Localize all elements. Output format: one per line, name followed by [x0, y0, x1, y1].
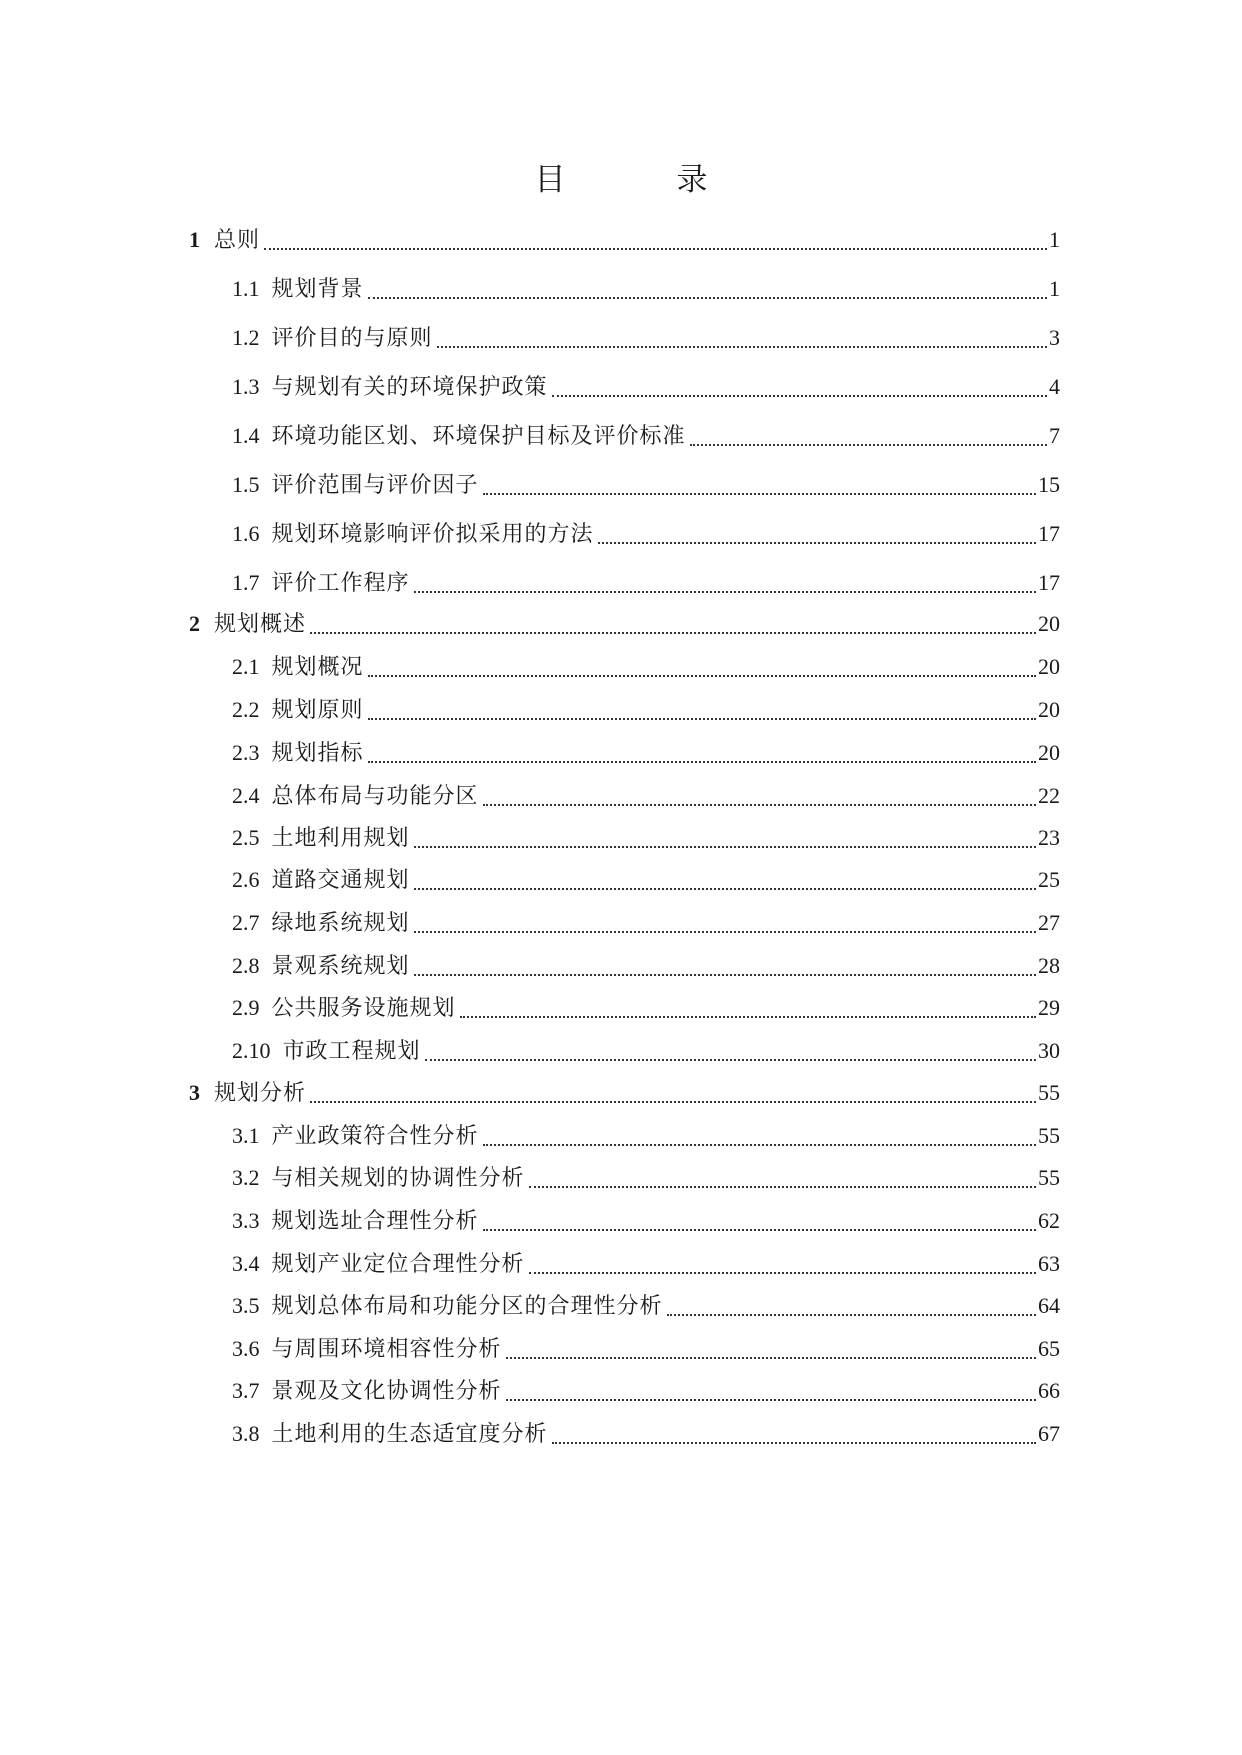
toc-entry-title: 与周围环境相容性分析	[271, 1337, 502, 1362]
toc-entry-page: 20	[1038, 740, 1060, 765]
toc-entry-section[interactable]	[232, 1121, 1060, 1152]
toc-dot-leader	[690, 443, 1047, 446]
toc-entry-title: 规划原则	[271, 698, 364, 723]
toc-dot-leader	[414, 887, 1036, 890]
toc-entry-number: 3.6	[232, 1336, 260, 1361]
toc-entry-section[interactable]	[232, 1206, 1060, 1237]
toc-dot-leader	[506, 1398, 1036, 1401]
toc-entry-page: 55	[1038, 1165, 1060, 1190]
toc-dot-leader	[598, 541, 1036, 544]
toc-dot-leader	[437, 345, 1047, 348]
toc-entry-title: 规划概述	[214, 612, 307, 637]
toc-entry-page: 20	[1038, 697, 1060, 722]
toc-entry-number: 3.8	[232, 1421, 260, 1446]
toc-dot-leader	[368, 717, 1036, 720]
toc-entry-title: 土地利用的生态适宜度分析	[271, 1422, 548, 1447]
toc-entry-number: 1.2	[232, 325, 260, 350]
toc-entry-number: 1.3	[232, 374, 260, 399]
toc-entry-section[interactable]	[232, 421, 1060, 452]
toc-entry-section[interactable]	[232, 323, 1060, 354]
toc-entry-page: 29	[1038, 995, 1060, 1020]
toc-dot-leader	[368, 674, 1036, 677]
toc-entry-chapter[interactable]	[189, 609, 1060, 640]
toc-entry-number: 3.7	[232, 1378, 260, 1403]
toc-entry-page: 1	[1049, 276, 1060, 301]
toc-entry-page: 64	[1038, 1293, 1060, 1318]
toc-entry-number: 3.3	[232, 1208, 260, 1233]
toc-entry-section[interactable]	[232, 519, 1060, 550]
toc-entry-title: 规划产业定位合理性分析	[271, 1252, 525, 1277]
toc-entry-title: 与规划有关的环境保护政策	[271, 375, 548, 400]
toc-dot-leader	[414, 973, 1036, 976]
toc-entry-section[interactable]	[232, 695, 1060, 726]
toc-entry-section[interactable]	[232, 1163, 1060, 1194]
toc-entry-number: 1.5	[232, 472, 260, 497]
toc-dot-leader	[483, 1143, 1036, 1146]
toc-dot-leader	[425, 1058, 1036, 1061]
toc-entry-number: 2.10	[232, 1038, 271, 1063]
toc-dot-leader	[483, 1228, 1036, 1231]
toc-dot-leader	[552, 1441, 1036, 1444]
toc-entry-number: 2.2	[232, 697, 260, 722]
toc-entry-title: 景观及文化协调性分析	[271, 1379, 502, 1404]
toc-entry-page: 63	[1038, 1251, 1060, 1276]
toc-entry-chapter[interactable]	[189, 1078, 1060, 1109]
toc-entry-title: 市政工程规划	[282, 1039, 421, 1064]
toc-entry-number: 2.1	[232, 654, 260, 679]
toc-entry-title: 规划总体布局和功能分区的合理性分析	[271, 1294, 663, 1319]
toc-entry-section[interactable]	[232, 568, 1060, 599]
toc-entry-page: 20	[1038, 654, 1060, 679]
toc-dot-leader	[483, 492, 1036, 495]
toc-entry-title: 道路交通规划	[271, 868, 410, 893]
toc-entry-title: 规划概况	[271, 655, 364, 680]
toc-entry-number: 2.8	[232, 953, 260, 978]
toc-entry-number: 3.1	[232, 1123, 260, 1148]
toc-entry-section[interactable]	[232, 1291, 1060, 1322]
toc-entry-number: 2	[189, 611, 200, 636]
toc-entry-section[interactable]	[232, 908, 1060, 939]
toc-entry-section[interactable]	[232, 1419, 1060, 1450]
toc-entry-number: 3.5	[232, 1293, 260, 1318]
toc-entry-page: 20	[1038, 611, 1060, 636]
toc-entry-page: 17	[1038, 570, 1060, 595]
toc-dot-leader	[460, 1015, 1036, 1018]
toc-dot-leader	[368, 296, 1047, 299]
toc-entry-page: 22	[1038, 783, 1060, 808]
toc-entry-number: 1	[189, 227, 200, 252]
toc-dot-leader	[310, 631, 1036, 634]
toc-entry-page: 4	[1049, 374, 1060, 399]
toc-dot-leader	[667, 1313, 1036, 1316]
toc-entry-page: 27	[1038, 910, 1060, 935]
toc-entry-title: 产业政策符合性分析	[271, 1124, 479, 1149]
toc-entry-title: 规划指标	[271, 741, 364, 766]
toc-entry-section[interactable]	[232, 1376, 1060, 1407]
toc-entry-section[interactable]	[232, 1249, 1060, 1280]
toc-entry-section[interactable]	[232, 1334, 1060, 1365]
toc-entry-title: 公共服务设施规划	[271, 996, 456, 1021]
toc-entry-page: 3	[1049, 325, 1060, 350]
toc-entry-section[interactable]	[232, 865, 1060, 896]
toc-entry-title: 规划分析	[214, 1081, 307, 1106]
toc-entry-page: 17	[1038, 521, 1060, 546]
toc-entry-page: 65	[1038, 1336, 1060, 1361]
toc-entry-page: 55	[1038, 1080, 1060, 1105]
toc-entry-page: 1	[1049, 227, 1060, 252]
toc-entry-title: 规划环境影响评价拟采用的方法	[271, 522, 594, 547]
toc-entry-number: 1.4	[232, 423, 260, 448]
toc-entry-section[interactable]	[232, 1036, 1060, 1067]
toc-dot-leader	[483, 803, 1036, 806]
toc-entry-section[interactable]	[232, 652, 1060, 683]
toc-entry-page: 25	[1038, 867, 1060, 892]
toc-entry-page: 28	[1038, 953, 1060, 978]
toc-dot-leader	[414, 590, 1036, 593]
toc-entry-page: 67	[1038, 1421, 1060, 1446]
toc-entry-title: 景观系统规划	[271, 954, 410, 979]
toc-entry-number: 2.4	[232, 783, 260, 808]
toc-entry-number: 2.9	[232, 995, 260, 1020]
toc-dot-leader	[506, 1356, 1036, 1359]
toc-entry-section[interactable]	[232, 274, 1060, 305]
toc-entry-page: 30	[1038, 1038, 1060, 1063]
toc-entry-title: 评价范围与评价因子	[271, 473, 479, 498]
toc-dot-leader	[414, 930, 1036, 933]
toc-dot-leader	[552, 394, 1047, 397]
toc-entry-title: 评价目的与原则	[271, 326, 433, 351]
toc-entry-section[interactable]	[232, 823, 1060, 854]
toc-entry-section[interactable]	[232, 951, 1060, 982]
toc-entry-chapter[interactable]	[189, 225, 1060, 256]
toc-entry-page: 7	[1049, 423, 1060, 448]
toc-entry-title: 规划背景	[271, 277, 364, 302]
toc-dot-leader	[264, 247, 1047, 250]
toc-entry-page: 23	[1038, 825, 1060, 850]
toc-entry-title: 与相关规划的协调性分析	[271, 1166, 525, 1191]
toc-entry-page: 55	[1038, 1123, 1060, 1148]
toc-entry-page: 66	[1038, 1378, 1060, 1403]
toc-entry-number: 3	[189, 1080, 200, 1105]
toc-entry-number: 2.6	[232, 867, 260, 892]
toc-entry-number: 3.4	[232, 1251, 260, 1276]
toc-entry-number: 1.1	[232, 276, 260, 301]
toc-entry-number: 3.2	[232, 1165, 260, 1190]
toc-entry-title: 土地利用规划	[271, 826, 410, 851]
toc-title: 目 录	[534, 162, 748, 198]
toc-dot-leader	[529, 1271, 1036, 1274]
toc-dot-leader	[529, 1185, 1036, 1188]
toc-entry-section[interactable]	[232, 738, 1060, 769]
toc-entry-section[interactable]	[232, 993, 1060, 1024]
toc-entry-page: 62	[1038, 1208, 1060, 1233]
toc-entry-section[interactable]	[232, 781, 1060, 812]
toc-entry-title: 总体布局与功能分区	[271, 784, 479, 809]
toc-entry-title: 评价工作程序	[271, 571, 410, 596]
toc-entry-title: 环境功能区划、环境保护目标及评价标准	[271, 424, 686, 449]
toc-entry-number: 2.7	[232, 910, 260, 935]
toc-entry-number: 1.6	[232, 521, 260, 546]
toc-entry-title: 总则	[214, 228, 261, 253]
toc-entry-title: 规划选址合理性分析	[271, 1209, 479, 1234]
toc-entry-section[interactable]	[232, 470, 1060, 501]
toc-dot-leader	[310, 1100, 1036, 1103]
toc-entry-number: 2.5	[232, 825, 260, 850]
toc-dot-leader	[368, 760, 1036, 763]
toc-entry-number: 2.3	[232, 740, 260, 765]
toc-entry-page: 15	[1038, 472, 1060, 497]
toc-dot-leader	[414, 845, 1036, 848]
toc-entry-section[interactable]	[232, 372, 1060, 403]
toc-entry-number: 1.7	[232, 570, 260, 595]
toc-entry-title: 绿地系统规划	[271, 911, 410, 936]
